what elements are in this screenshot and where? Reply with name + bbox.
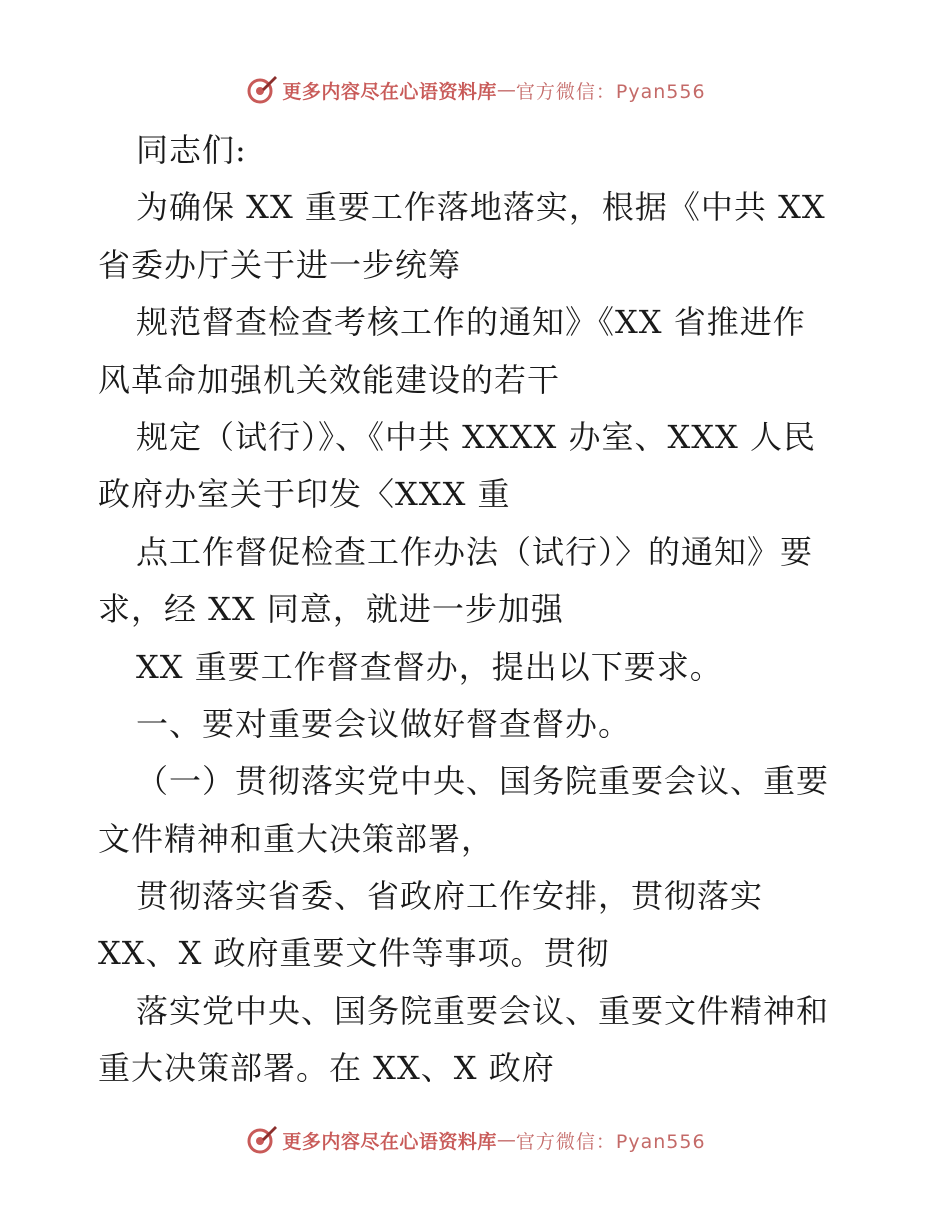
watermark-dash: — [496, 79, 516, 101]
text-line: 落实党中央、国务院重要会议、重要文件精神和 [136, 991, 830, 1030]
text-line: 同志们: [136, 131, 247, 169]
watermark-wechat-text: 官方微信：Pyan556 [515, 80, 706, 103]
text-line: 文件精神和重大决策部署， [98, 819, 495, 858]
text-line: 规范督查检查考核工作的通知》《XX 省推进作 [136, 303, 806, 342]
watermark-site-text: 更多内容尽在心语资料库 [282, 80, 497, 103]
text-line: 点工作督促检查工作办法（试行）〉的通知》要 [136, 532, 814, 571]
document-body [98, 122, 858, 1098]
header-watermark [0, 70, 950, 110]
footer-watermark [0, 1120, 950, 1160]
text-line: 风革命加强机关效能建设的若干 [98, 360, 561, 399]
text-line: 重大决策部署。在 XX、X 政府 [98, 1049, 555, 1088]
text-line: XX、X 政府重要文件等事项。贯彻 [98, 934, 610, 973]
text-line: 贯彻落实省委、省政府工作安排，贯彻落实 [136, 877, 764, 916]
text-line: 为确保 XX 重要工作落地落实，根据《中共 XX [136, 188, 826, 227]
text-line: 规定（试行）》、《中共 XXXX 办室、XXX 人民 [136, 417, 816, 456]
watermark-dash: — [496, 1129, 516, 1151]
text-line: （一）贯彻落实党中央、国务院重要会议、重要 [136, 762, 830, 801]
text-line: 省委办厅关于进一步统筹 [98, 245, 462, 284]
watermark-site-text: 更多内容尽在心语资料库 [282, 1130, 497, 1153]
text-line: XX 重要工作督查督办，提出以下要求。 [136, 647, 723, 686]
watermark-wechat-text: 官方微信：Pyan556 [515, 1130, 706, 1153]
logo-icon [244, 1123, 278, 1157]
text-line: 一、要对重要会议做好督查督办。 [136, 704, 632, 743]
text-line: 政府办室关于印发〈XXX 重 [98, 475, 511, 514]
text-line: 求，经 XX 同意，就进一步加强 [98, 590, 564, 629]
logo-icon [244, 73, 278, 107]
